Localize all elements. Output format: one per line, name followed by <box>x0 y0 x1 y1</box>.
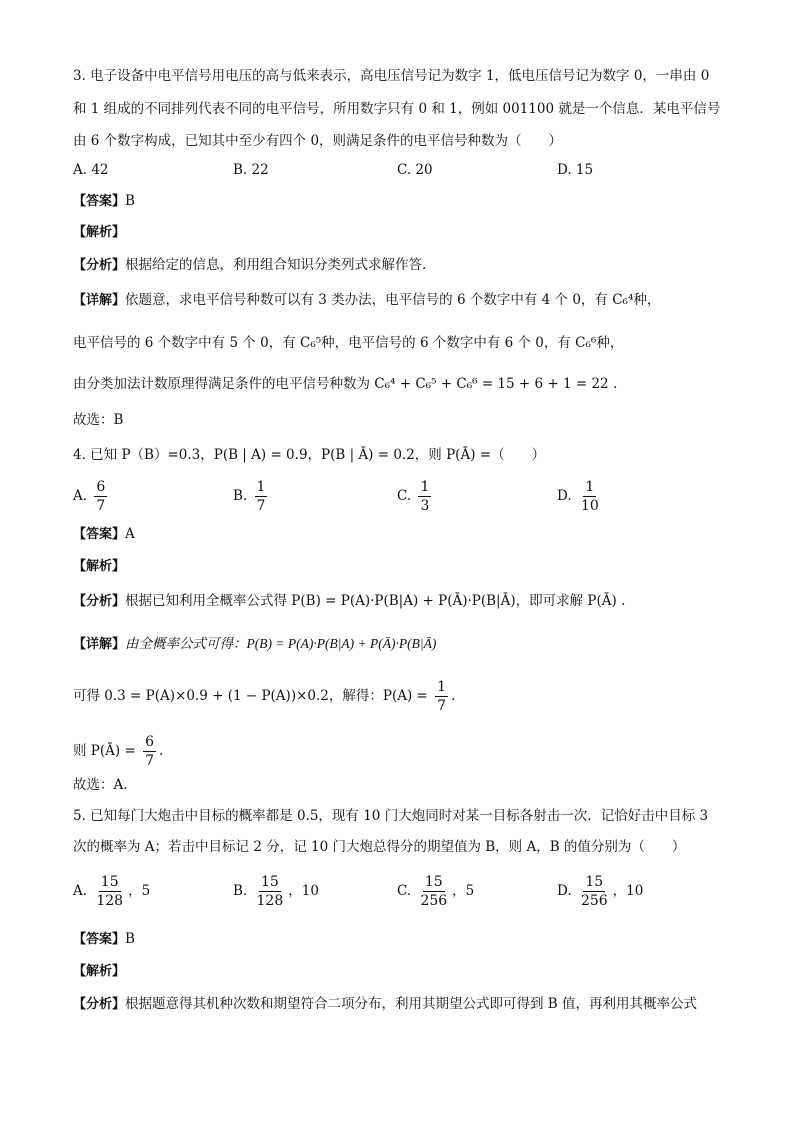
fenxi-text: 根据已知利用全概率公式得 P(B) = P(A)·P(B|A) + P(Ā)·P(B|Ā)，即可求解 P(Ā) . <box>125 593 626 609</box>
option-label: B. <box>233 883 248 899</box>
denominator: 7 <box>96 498 106 514</box>
result-fraction <box>143 733 156 770</box>
numerator: 6 <box>96 479 106 495</box>
denominator: 256 <box>580 893 608 909</box>
q3-fenxi <box>73 255 426 276</box>
detail-text: 由全概率公式可得：P(B) = P(A)·P(B|A) + P(Ā)·P(B|Ā) <box>125 636 437 651</box>
option-fraction <box>94 873 125 910</box>
q3-option-a: A. 42 <box>73 162 109 178</box>
option-label: C. <box>397 883 412 899</box>
result-fraction <box>435 678 448 715</box>
q5-option-b <box>233 873 319 910</box>
numerator: 1 <box>585 479 595 495</box>
denominator: 128 <box>96 893 124 909</box>
q4-conclusion: 故选：A. <box>73 777 128 793</box>
q5-option-c <box>397 873 474 910</box>
answer-tag: 【答案】 <box>73 932 126 947</box>
q3-stem-line3: 由 6 个数字构成，已知其中至少有四个 0，则满足条件的电平信号种数为（ ） <box>73 133 563 149</box>
option-tail: ，10 <box>612 883 644 899</box>
option-fraction <box>255 478 268 515</box>
q3-option-d: D. 15 <box>557 162 594 178</box>
q3-option-c: C. 20 <box>397 162 433 178</box>
option-label: D. <box>557 488 572 504</box>
numerator: 15 <box>100 874 119 890</box>
analysis-tag: 【解析】 <box>73 559 126 574</box>
denominator: 128 <box>256 893 284 909</box>
numerator: 15 <box>585 874 604 890</box>
analysis-tag: 【解析】 <box>73 225 126 240</box>
option-label: B. <box>233 488 248 504</box>
q4-option-a <box>73 478 110 515</box>
option-tail: ，5 <box>452 883 475 899</box>
fenxi-tag: 【分析】 <box>73 594 126 609</box>
denominator: 256 <box>420 893 448 909</box>
option-fraction <box>579 478 601 515</box>
option-label: D. <box>557 883 572 899</box>
numerator: 15 <box>424 874 443 890</box>
option-label: A. <box>73 883 88 899</box>
numerator: 15 <box>260 874 279 890</box>
option-fraction <box>418 478 431 515</box>
q4-option-b <box>233 478 270 515</box>
fenxi-tag: 【分析】 <box>73 258 126 273</box>
denominator: 7 <box>256 498 266 514</box>
q3-conclusion: 故选：B <box>73 412 124 428</box>
q3-stem-line1: 3. 电子设备中电平信号用电压的高与低来表示，高电压信号记为数字 1，低电压信号记为数字 0，一串由 0 <box>73 68 710 84</box>
q3-option-b: B. 22 <box>233 162 269 178</box>
q4-option-d <box>557 478 604 515</box>
answer-value: B <box>125 931 135 947</box>
q4-stem: 4. 已知 P（B）=0.3，P(B | A) = 0.9，P(B | Ā) = 0.2，则 P(Ā) =（ ） <box>73 447 546 463</box>
numerator: 1 <box>420 479 430 495</box>
q3-answer <box>73 191 135 212</box>
q3-detail-line1 <box>73 290 660 311</box>
q5-stem-line1: 5. 已知每门大炮击中目标的概率都是 0.5，现有 10 门大炮同时对某一目标各射击一次．记恰好击中目标 3 <box>73 808 709 824</box>
detail-text: 则 P(Ā) = <box>73 743 136 759</box>
answer-value: B <box>125 193 135 209</box>
detail-text: 可得 0.3 = P(A)×0.9 + (1 − P(A))×0.2，解得：P(A) = <box>73 688 428 704</box>
numerator: 6 <box>145 734 154 750</box>
numerator: 1 <box>437 679 447 695</box>
option-label: A. <box>73 488 88 504</box>
detail-tag: 【详解】 <box>73 637 126 652</box>
option-label: C. <box>397 488 412 504</box>
q5-fenxi <box>73 994 697 1015</box>
denominator: 7 <box>437 698 447 714</box>
answer-tag: 【答案】 <box>73 527 126 542</box>
option-fraction <box>255 873 286 910</box>
numerator: 1 <box>256 479 266 495</box>
fenxi-text: 根据题意得其机种次数和期望符合二项分布，利用其期望公式即可得到 B 值，再利用其概率公式 <box>125 996 698 1012</box>
denominator: 10 <box>580 498 599 514</box>
detail-tag: 【详解】 <box>73 293 126 308</box>
option-fraction <box>579 873 610 910</box>
q5-option-a <box>73 873 150 910</box>
option-fraction <box>94 478 107 515</box>
denominator: 7 <box>145 753 154 769</box>
option-fraction <box>418 873 449 910</box>
q3-detail-line2: 电平信号的 6 个数字中有 5 个 0，有 C₆⁵种，电平信号的 6 个数字中有 6 个 0，有 C₆⁶种， <box>73 335 624 351</box>
detail-text: 依题意，求电平信号种数可以有 3 类办法，电平信号的 6 个数字中有 4 个 0，有 C₆⁴种， <box>125 292 661 308</box>
q5-option-d <box>557 873 643 910</box>
q5-answer <box>73 929 135 950</box>
analysis-tag: 【解析】 <box>73 964 126 979</box>
denominator: 3 <box>420 498 430 514</box>
option-tail: ，5 <box>128 883 151 899</box>
q3-analysis-tag <box>73 222 125 243</box>
q4-analysis-tag <box>73 556 125 577</box>
fenxi-tag: 【分析】 <box>73 997 126 1012</box>
q4-detail-line1 <box>73 634 436 655</box>
q3-detail-line3: 由分类加法计数原理得满足条件的电平信号种数为 C₆⁴ + C₆⁵ + C₆⁶ = 15 + 6 + 1 = 22 . <box>73 376 618 392</box>
answer-value: A <box>125 526 135 542</box>
q4-detail-line2: 可得 0.3 = P(A)×0.9 + (1 − P(A))×0.2，解得：P(A) = $\frac{1}{7}$ . <box>73 679 456 714</box>
option-tail: ，10 <box>288 883 319 899</box>
q5-analysis-tag <box>73 961 125 982</box>
fenxi-text: 根据给定的信息，利用组合知识分类列式求解作答. <box>125 257 427 273</box>
q4-fenxi <box>73 591 625 612</box>
answer-tag: 【答案】 <box>73 194 126 209</box>
q5-stem-line2: 次的概率为 A；若击中目标记 2 分，记 10 门大炮总得分的期望值为 B，则 A，B 的值分别为（ ） <box>73 839 686 855</box>
q4-answer <box>73 524 135 545</box>
q4-option-c <box>397 478 434 515</box>
q4-detail-line3: 则 P(Ā) = $\frac{6}{7}$ . <box>73 734 164 769</box>
q3-stem-line2: 和 1 组成的不同排列代表不同的电平信号，所用数字只有 0 和 1，例如 001100 就是一个信息．某电平信号 <box>73 101 721 117</box>
